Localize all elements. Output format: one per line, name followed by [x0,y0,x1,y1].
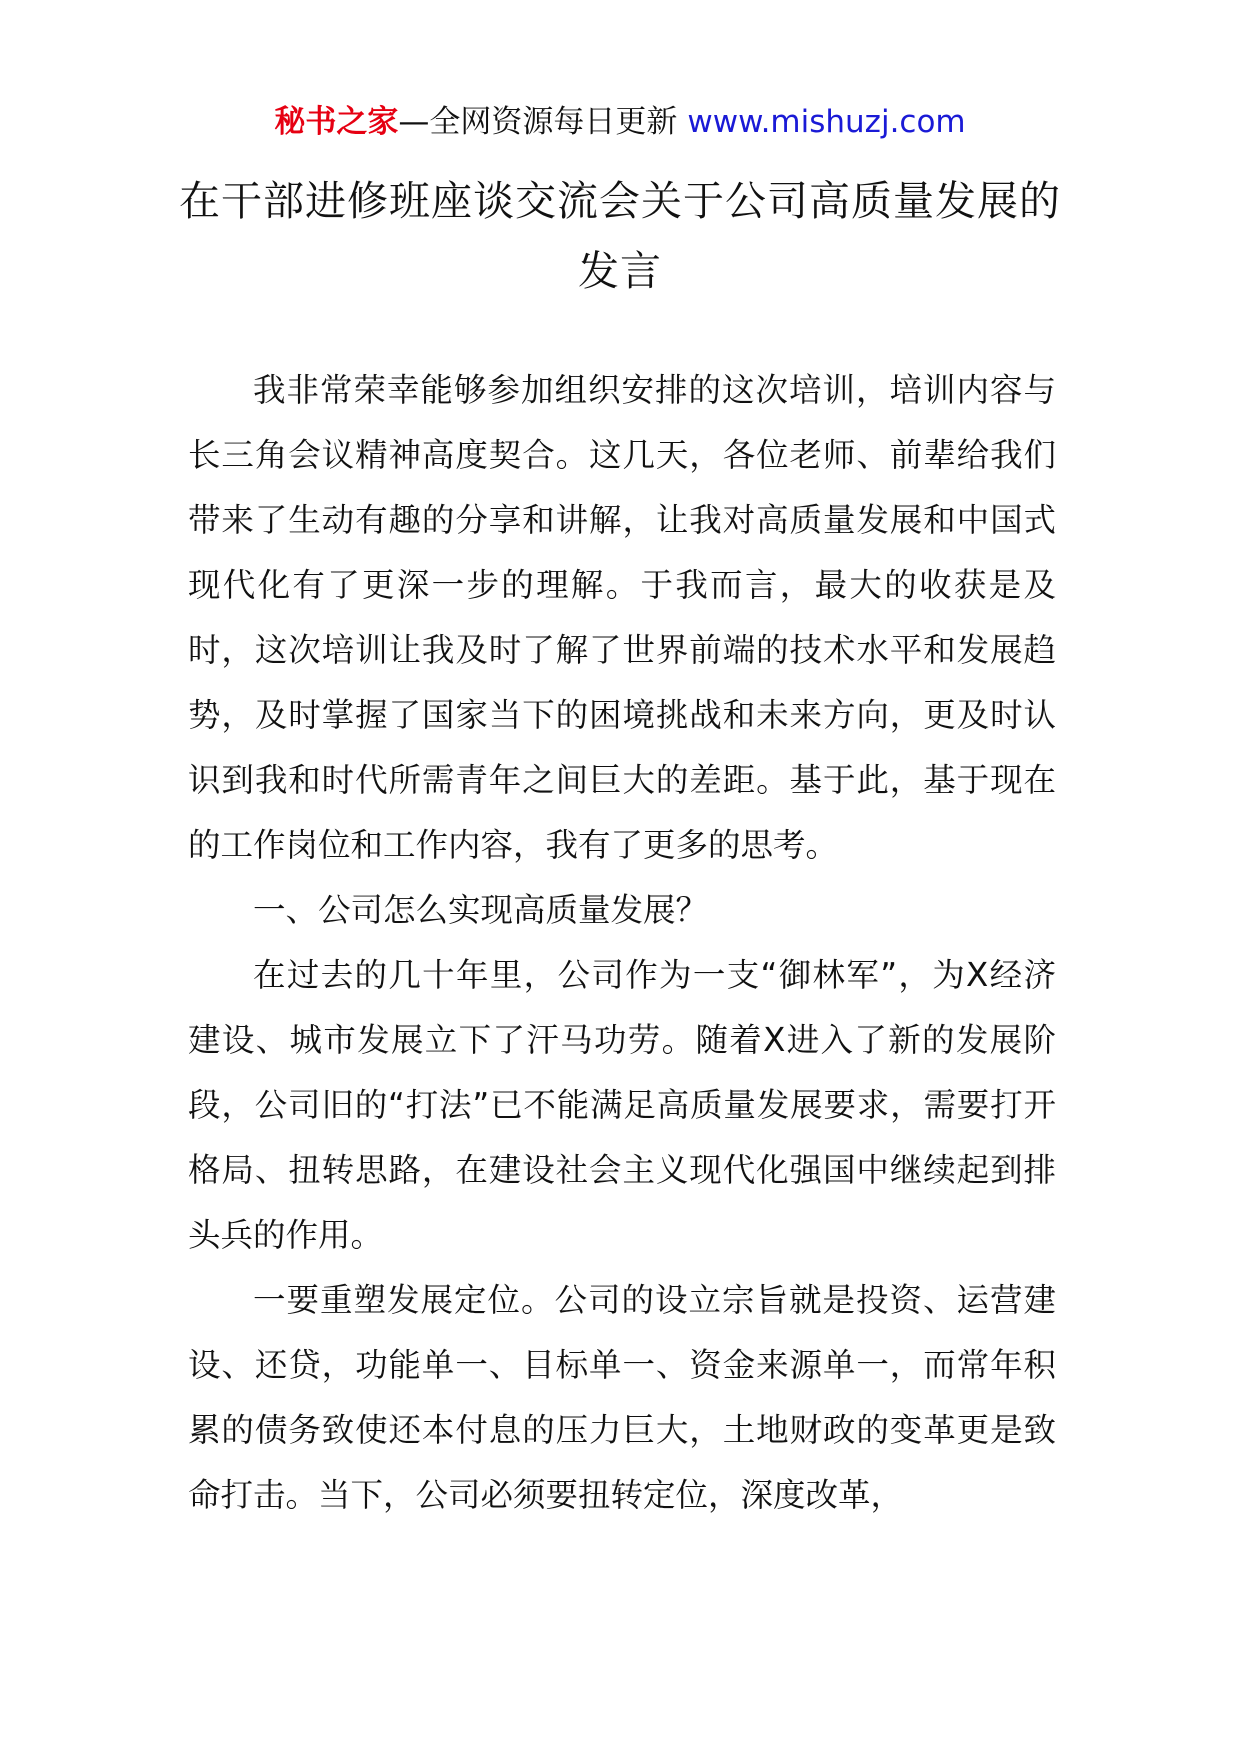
section-heading: 一、公司怎么实现高质量发展？ [253,891,709,929]
paragraph-point-one: 一要重塑发展定位。公司的设立宗旨就是投资、运营建设、还贷，功能单一、目标单一、资金来源单一，而常年积累的债务致使还本付息的压力巨大，土地财政的变革更是致命打击。当下，公司必须要扭转定位，深度改革， [188,1281,1056,1514]
paragraph-intro: 我非常荣幸能够参加组织安排的这次培训，培训内容与长三角会议精神高度契合。这几天，各位老师、前辈给我们带来了生动有趣的分享和讲解，让我对高质量发展和中国式现代化有了更深一步的理解。于我而言，最大的收获是及时，这次培训让我及时了解了世界前端的技术水平和发展趋势，及时掌握了国家当下的困境挑战和未来方向，更及时认识到我和时代所需青年之间巨大的差距。基于此，基于现在的工作岗位和工作内容，我有了更多的思考。 [188,371,1056,864]
paragraph-background: 在过去的几十年里，公司作为一支“御林军”，为X经济建设、城市发展立下了汗马功劳。随着X进入了新的发展阶段，公司旧的“打法”已不能满足高质量发展要求，需要打开格局、扭转思路，在建设社会主义现代化强国中继续起到排头兵的作用。 [188,956,1056,1254]
document-title: 在干部进修班座谈交流会关于公司高质量发展的发言 [179,177,1061,295]
site-tagline: —全网资源每日更新 [398,104,678,140]
document-body [188,358,1056,1528]
site-url-link[interactable]: www.mishuzj.com [687,104,966,140]
brand-name: 秘书之家 [274,104,399,140]
site-header [0,102,1240,142]
